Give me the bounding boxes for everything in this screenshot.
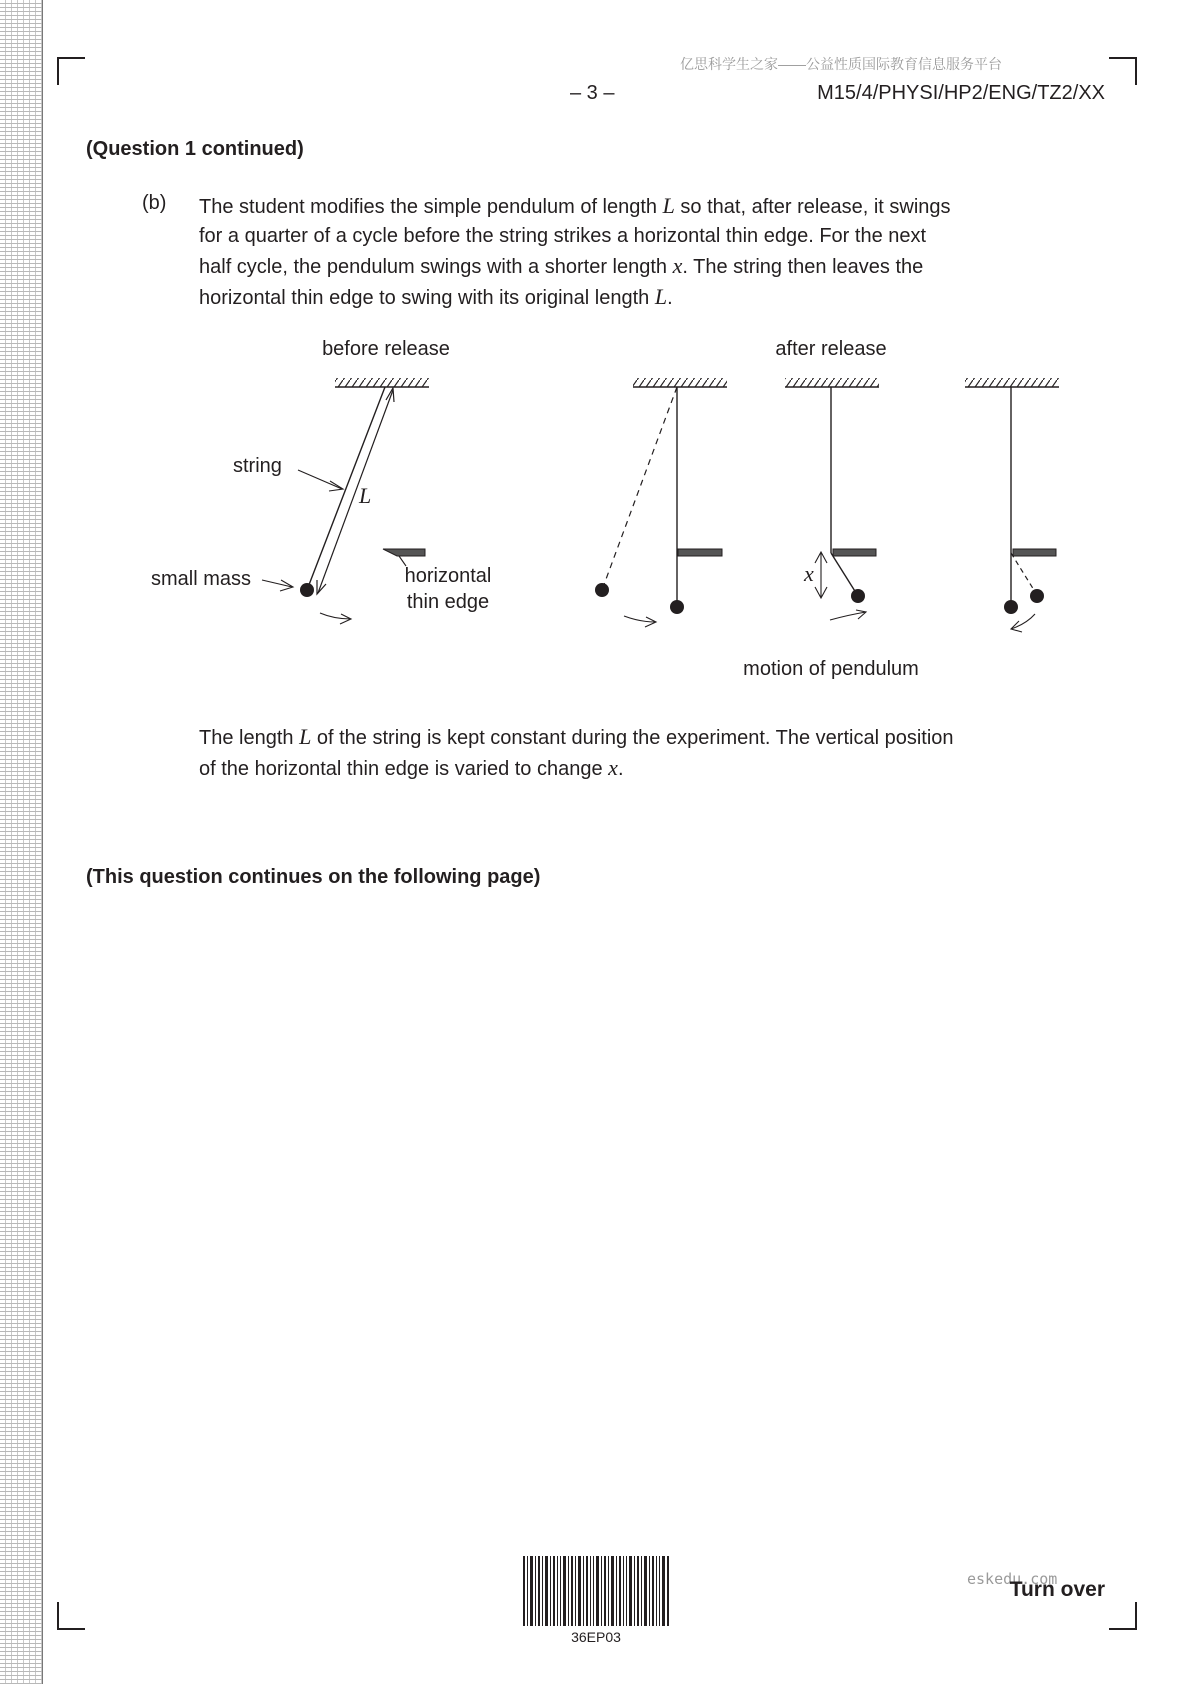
crop-mark-top-left	[57, 57, 85, 85]
barcode	[523, 1556, 669, 1626]
thin-edge-1	[383, 549, 425, 556]
motion-arrow-4	[1011, 614, 1035, 629]
thin-edge-3	[833, 549, 876, 556]
motion-arrow-1	[320, 613, 351, 619]
paper-code: M15/4/PHYSI/HP2/ENG/TZ2/XX	[817, 82, 1105, 104]
after-release-frame-3	[965, 378, 1059, 632]
crop-mark-top-right	[1109, 57, 1137, 85]
after-release-frame-2	[785, 378, 879, 620]
label-string: string	[233, 455, 282, 477]
bob-released	[595, 583, 609, 597]
thin-edge-2	[678, 549, 722, 556]
string-dashed	[602, 387, 677, 590]
experiment-line-2: of the horizontal thin edge is varied to change x.	[199, 755, 624, 780]
label-before-release: before release	[322, 338, 450, 360]
continues-note: (This question continues on the following page)	[86, 866, 541, 888]
ceiling-hatch-1	[335, 378, 429, 387]
bob-lowest	[670, 600, 684, 614]
label-L: L	[359, 483, 372, 508]
question-continued-heading: (Question 1 continued)	[86, 138, 304, 160]
pendulum-diagram	[0, 320, 1191, 690]
page-number: – 3 –	[570, 82, 615, 104]
label-small-mass: small mass	[151, 568, 252, 590]
small-mass-bob	[300, 583, 314, 597]
turn-over: Turn over	[1009, 1578, 1105, 1601]
label-x: x	[804, 561, 814, 586]
barcode-id: 36EP03	[571, 1629, 621, 1645]
ceiling-hatch-3	[785, 378, 879, 387]
string-short-x	[831, 553, 858, 596]
binding-margin-strip	[0, 0, 43, 1684]
label-edge-line1: horizontal	[404, 565, 492, 587]
barcode-graphic	[523, 1556, 669, 1626]
before-release-pendulum	[151, 378, 491, 624]
bob-return	[1004, 600, 1018, 614]
paragraph-experiment	[199, 722, 1079, 784]
string-inclined	[307, 387, 385, 590]
after-release-frame-1	[595, 378, 727, 627]
label-after-release: after release	[775, 338, 887, 360]
bob-short-swing	[851, 589, 865, 603]
label-motion-of-pendulum: motion of pendulum	[743, 658, 919, 680]
crop-mark-bottom-right	[1109, 1602, 1137, 1630]
footer-watermark: eskedu.com	[967, 1570, 1058, 1588]
string-pointer	[298, 470, 342, 489]
part-b-line-1: The student modifies the simple pendulum of length L so that, after release, it swings	[199, 193, 951, 218]
thin-edge-4	[1013, 549, 1056, 556]
part-b-text	[199, 191, 1079, 313]
length-arrowhead-top	[386, 388, 394, 402]
motion-arrowhead-3	[856, 610, 866, 619]
experiment-line-1: The length L of the string is kept constant during the experiment. The vertical position	[199, 724, 954, 749]
crop-mark-bottom-left	[57, 1602, 85, 1630]
header-watermark: 亿思科学生之家——公益性质国际教育信息服务平台	[680, 56, 1002, 72]
string-dashed-short	[1011, 553, 1037, 595]
part-b-line-3: half cycle, the pendulum swings with a shorter length x. The string then leaves the	[199, 253, 924, 278]
part-b-line-2: for a quarter of a cycle before the string strikes a horizontal thin edge. For the next	[199, 225, 927, 247]
label-edge-line2: thin edge	[406, 591, 490, 613]
part-b-label: (b)	[142, 192, 167, 214]
part-b-line-4: horizontal thin edge to swing with its original length L.	[199, 284, 673, 309]
ceiling-hatch-2	[633, 378, 727, 387]
ceiling-hatch-4	[965, 378, 1059, 387]
bob-short-dashed	[1030, 589, 1044, 603]
